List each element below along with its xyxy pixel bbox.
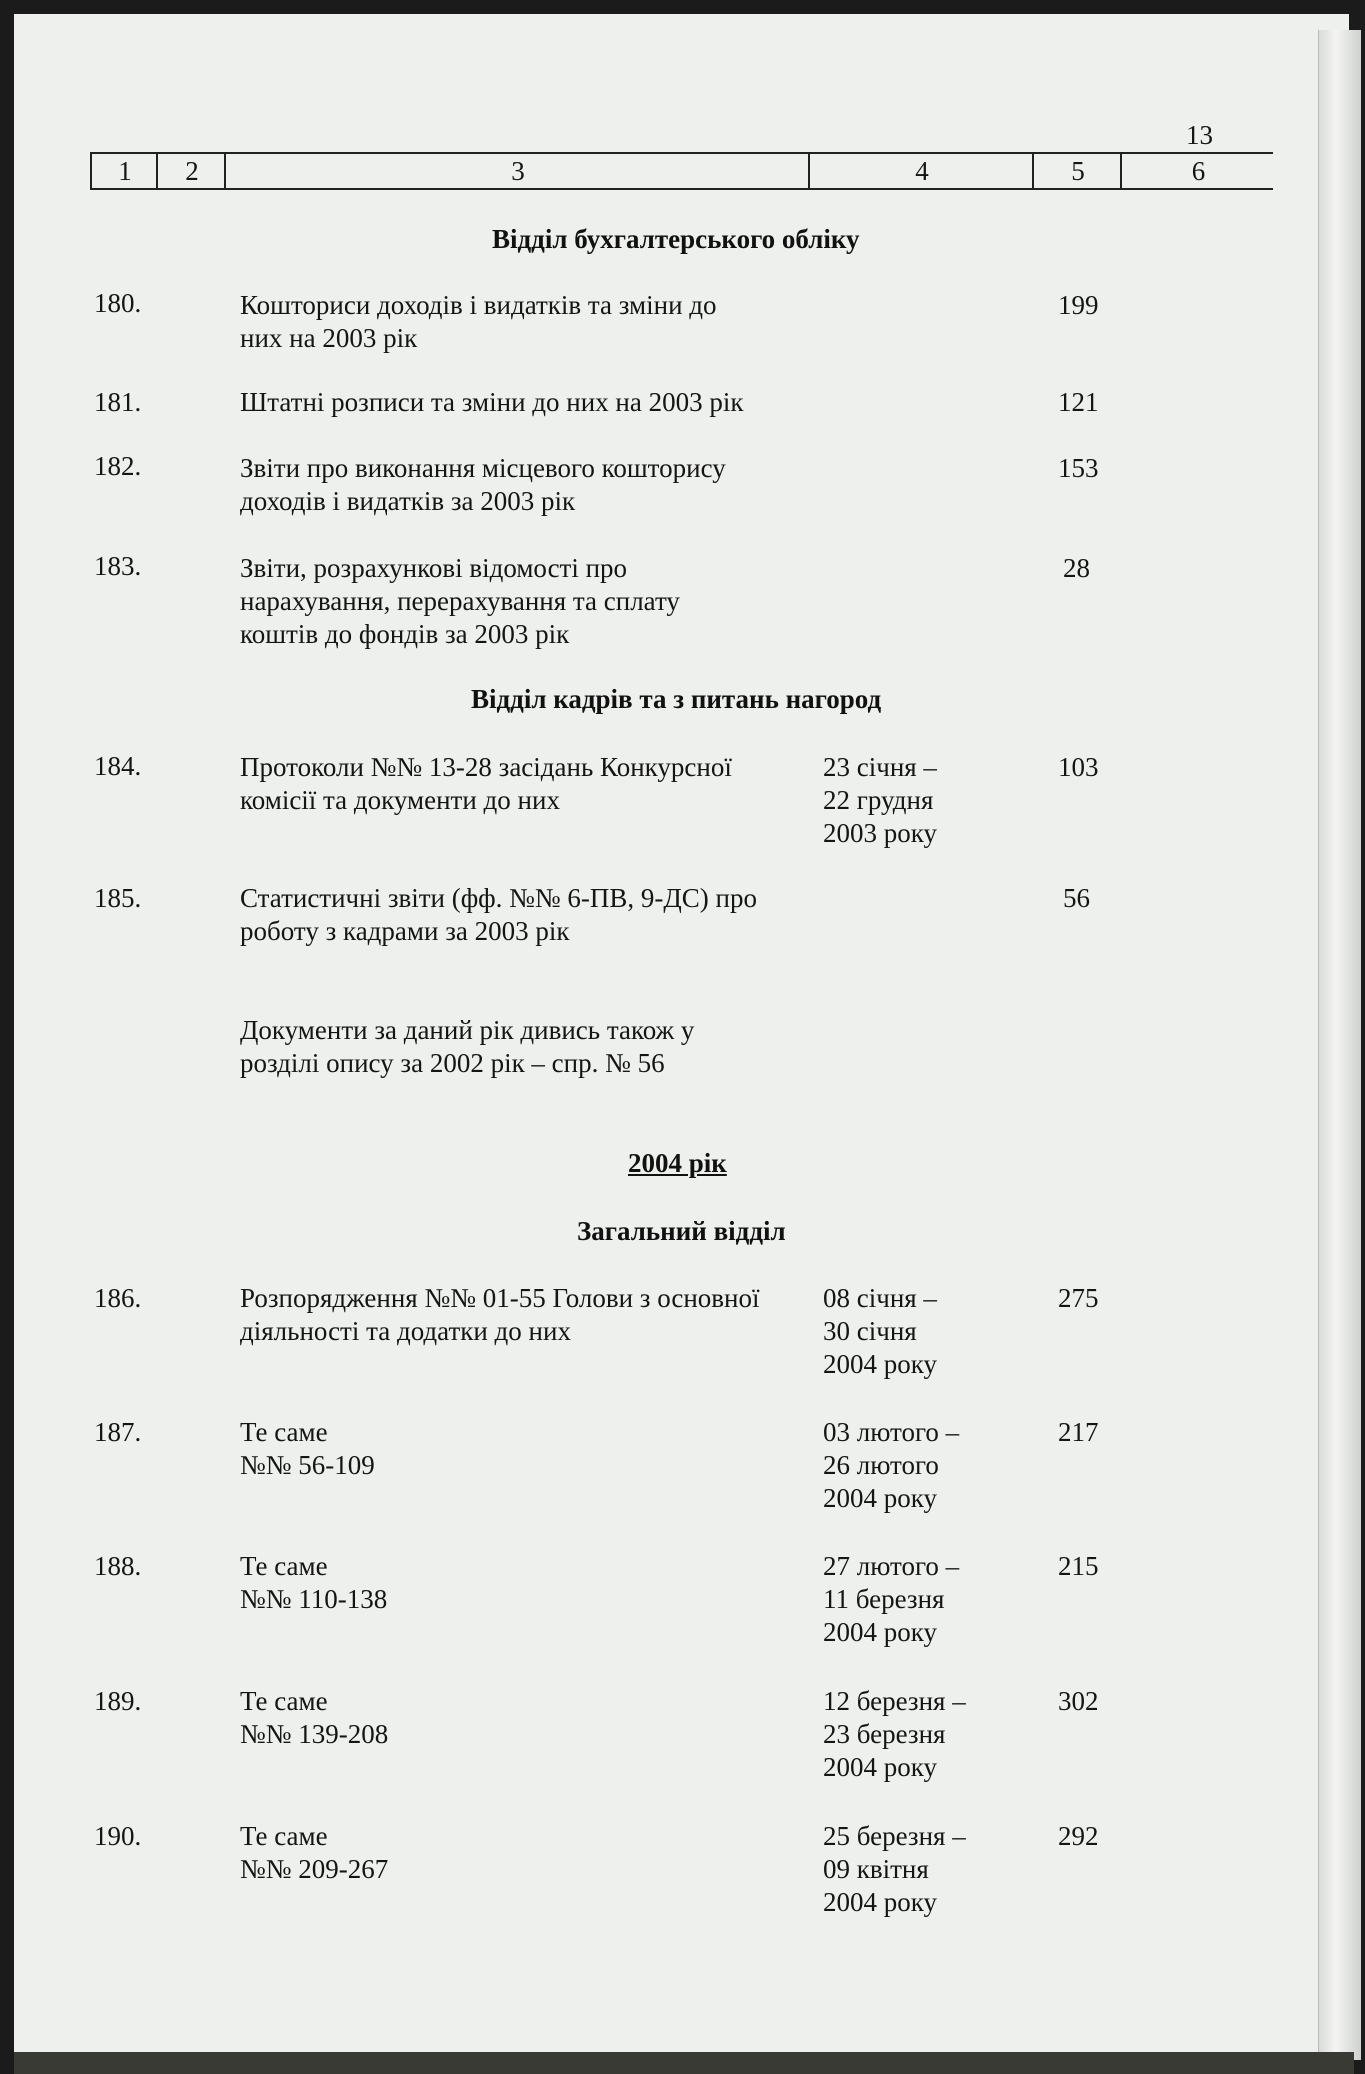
row-number: 181. [94, 387, 142, 417]
row-number: 186. [94, 1283, 142, 1313]
row-title-line: Те саме [240, 1417, 328, 1447]
row-number: 189. [94, 1686, 142, 1716]
row-title-line: Те саме [240, 1821, 328, 1851]
row-title-line: Те саме [240, 1686, 328, 1716]
row-number: 190. [94, 1821, 142, 1851]
row-title-line: роботу з кадрами за 2003 рік [240, 916, 570, 946]
cross-reference-note-line: Документи за даний рік дивись також у [240, 1015, 695, 1045]
row-number: 180. [94, 288, 142, 318]
row-title-line: Розпорядження №№ 01-55 Голови з основної [240, 1283, 760, 1313]
row-number: 187. [94, 1417, 142, 1447]
row-number: 185. [94, 883, 142, 913]
row-title-line: Кошториси доходів і видатків та зміни до [240, 290, 717, 320]
row-title-line: них на 2003 рік [240, 323, 418, 353]
row-sheet-count: 103 [1058, 752, 1099, 782]
row-date-line: 09 квітня [823, 1854, 929, 1884]
page-number: 13 [1186, 120, 1213, 150]
row-date-line: 11 березня [823, 1584, 945, 1614]
row-title-line: №№ 56-109 [240, 1450, 375, 1480]
row-sheet-count: 217 [1058, 1417, 1099, 1447]
row-date-line: 30 січня [823, 1316, 917, 1346]
row-number: 183. [94, 551, 142, 581]
row-date-line: 2004 року [823, 1483, 937, 1513]
row-number: 182. [94, 451, 142, 481]
row-date-line: 25 березня – [823, 1821, 966, 1851]
row-date-line: 2004 року [823, 1887, 937, 1917]
row-title-line: Звіти, розрахункові відомості про [240, 553, 628, 583]
row-number: 188. [94, 1551, 142, 1581]
row-sheet-count: 121 [1058, 387, 1099, 417]
row-sheet-count: 56 [1063, 883, 1090, 913]
row-date-line: 2004 року [823, 1752, 937, 1782]
row-title-line: Звіти про виконання місцевого кошторису [240, 453, 726, 483]
row-title-line: Протоколи №№ 13-28 засідань Конкурсної [240, 752, 732, 782]
header-col-6: 6 [1120, 154, 1275, 188]
cross-reference-note-line: розділі опису за 2002 рік – спр. № 56 [240, 1048, 665, 1078]
row-sheet-count: 292 [1058, 1821, 1099, 1851]
row-title-line: нарахування, перерахування та сплату [240, 586, 680, 616]
section-heading-general: Загальний відділ [577, 1216, 786, 1246]
row-sheet-count: 302 [1058, 1686, 1099, 1716]
row-date-line: 03 лютого – [823, 1417, 960, 1447]
year-heading: 2004 рік [628, 1148, 727, 1178]
row-title-line: №№ 110-138 [240, 1584, 388, 1614]
row-title-line: Те саме [240, 1551, 328, 1581]
section-heading-personnel: Відділ кадрів та з питань нагород [471, 684, 882, 714]
table-header [90, 152, 1273, 190]
row-date-line: 23 січня – [823, 752, 937, 782]
row-date-line: 27 лютого – [823, 1551, 960, 1581]
row-date-line: 23 березня [823, 1719, 946, 1749]
row-date-line: 2004 року [823, 1617, 937, 1647]
row-sheet-count: 153 [1058, 453, 1099, 483]
row-number: 184. [94, 751, 142, 781]
row-title-line: №№ 139-208 [240, 1719, 389, 1749]
row-title-line: діяльності та додатки до них [240, 1316, 571, 1346]
row-sheet-count: 215 [1058, 1551, 1099, 1581]
row-date-line: 2003 року [823, 818, 937, 848]
row-sheet-count: 28 [1063, 553, 1090, 583]
scan-border [14, 2052, 1354, 2074]
row-date-line: 12 березня – [823, 1686, 966, 1716]
row-date-line: 22 грудня [823, 785, 934, 815]
row-date-line: 26 лютого [823, 1450, 939, 1480]
row-date-line: 2004 року [823, 1349, 937, 1379]
row-title-line: Статистичні звіти (фф. №№ 6-ПВ, 9-ДС) про [240, 883, 757, 913]
row-title-line: №№ 209-267 [240, 1854, 389, 1884]
header-col-2: 2 [156, 154, 226, 188]
page-edge [1318, 30, 1361, 2060]
row-sheet-count: 199 [1058, 290, 1099, 320]
header-col-4: 4 [808, 154, 1034, 188]
header-col-1: 1 [90, 154, 158, 188]
row-title-line: коштів до фондів за 2003 рік [240, 619, 570, 649]
header-col-3: 3 [224, 154, 810, 188]
row-date-line: 08 січня – [823, 1283, 937, 1313]
row-sheet-count: 275 [1058, 1283, 1099, 1313]
row-title-line: доходів і видатків за 2003 рік [240, 486, 576, 516]
section-heading-accounting: Відділ бухгалтерського обліку [492, 224, 860, 254]
header-col-5: 5 [1032, 154, 1122, 188]
row-title-line: комісії та документи до них [240, 785, 560, 815]
row-title-line: Штатні розписи та зміни до них на 2003 рік [240, 387, 744, 417]
